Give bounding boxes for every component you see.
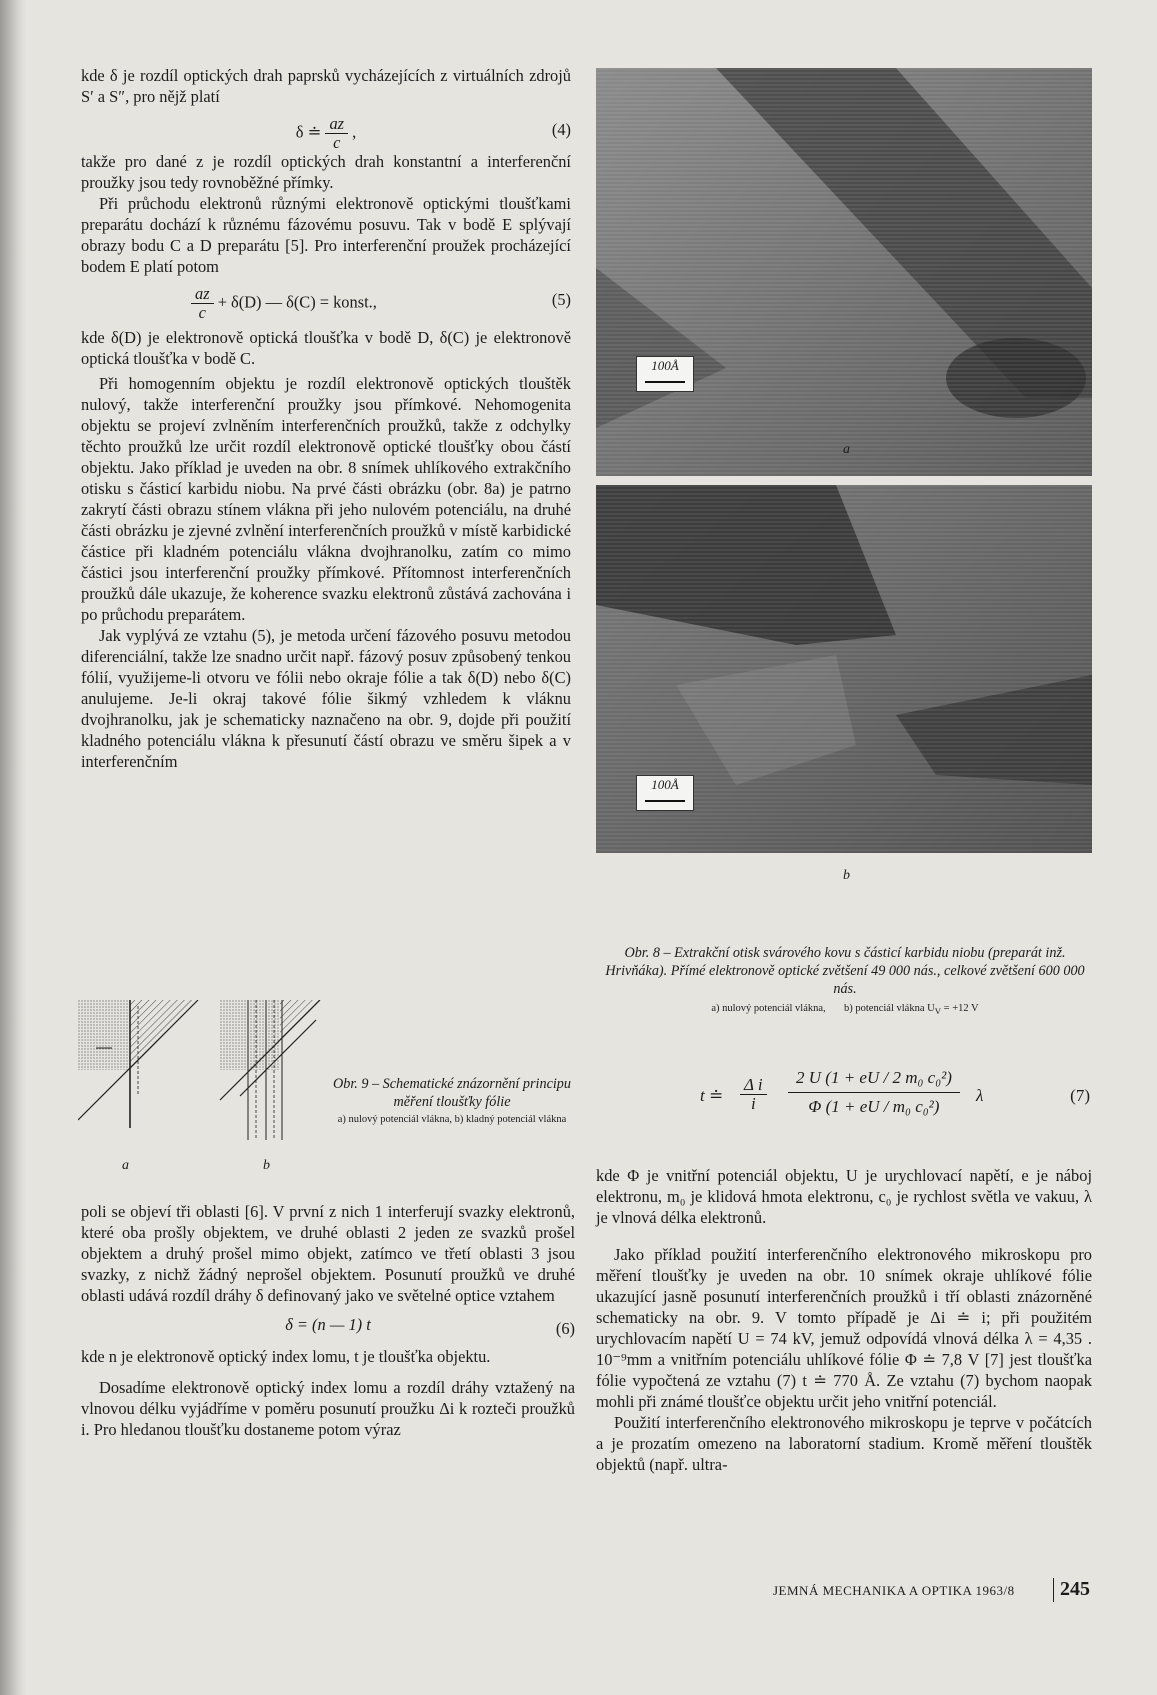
figure-8a-photo <box>596 68 1092 476</box>
journal-footer: JEMNÁ MECHANIKA A OPTIKA 1963/8 <box>773 1583 1015 1598</box>
panel-a <box>78 1000 198 1128</box>
figure-8b-photo <box>596 485 1092 853</box>
paragraph-r1: kde Φ je vnitřní potenciál objektu, U je urychlovací napětí, e je náboj elektronu, m₀ je klidová hmota elektronu, c₀ je rychlost světla ve vakuu, λ je vlnová délka elektronů. <box>596 1166 1092 1227</box>
figure-9-caption-title: Obr. 9 – Schematické znázornění principu měření tloušťky fólie <box>333 1076 571 1110</box>
figure-9-schematic <box>78 1000 328 1150</box>
paragraph-2: takže pro dané z je rozdíl optických drah konstantní a interferenční proužky jsou tedy rovnoběžné přímky. <box>81 152 571 192</box>
paragraph-3: Při průchodu elektronů různými elektronově optickými tloušťkami preparátu dochází k různému fázovému posuvu. Tak v bodě E splývají obrazy bodu C a D preparátu [5]. Pro interferenční proužek procházející bodem E platí potom <box>81 194 571 276</box>
paragraph-5: Při homogenním objektu je rozdíl elektronově optických tlouštěk nulový, takže interferenční proužky jsou přímkové. Nehomogenita objektu se projeví zvlněním interferenčních proužků, takže z odchylky těchto proužků lze určit rozdíl elektronově optické tloušťky obou částí objektu. Jako příklad je uveden na obr. 8 snímek uhlíkového extrakčního otisku s částicí karbidu niobu. Na prvé části obrázku (obr. 8a) je patrno zakrytí části obrazu stínem vlákna při jeho nulovém potenciálu, na druhé části obrázku je zjevné zvlnění interferenčních proužků v místě karbidické částice při kladném potenciálu vlákna dvojhranolku, zatím co mimo částici jsou interferenční proužky přímkové. Přítomnost interferenčních proužků dále ukazuje, že koherence svazku elektronů zůstává zachována i po průchodu preparátem. <box>81 374 571 624</box>
paragraph-r2: Jako příklad použití interferenčního elektronového mikroskopu pro měření tloušťky je uveden na obr. 10 snímek okraje uhlíkové fólie ukazující jasně posunutí interferenčních proužků i tří oblasti znázorněné schematicky na obr. 9. V tomto případě je Δi ≐ i; při použitém urychlovacím napětí U = 74 kV, jemuž odpovídá vlnová délka λ = 4,35 . 10⁻⁹mm a vnitřním potenciálu uhlíkové fólie Φ ≐ 7,8 V [7] jest tloušťka fólie vypočtená ze vztahu (7) t ≐ 770 Å. Ze vztahu (7) bychom naopak mohli při známé tloušťce objektu určit jeho vnitřní potenciál. <box>596 1245 1092 1411</box>
figure-9-label-b: b <box>263 1158 270 1173</box>
footer-separator <box>1053 1578 1054 1602</box>
panel-b <box>220 1000 320 1140</box>
scale-bar-b: 100Å <box>636 775 694 811</box>
figure-9-label-a: a <box>122 1158 129 1173</box>
left-column-bottom <box>81 1201 575 1440</box>
page-edge-shadow <box>0 0 26 1695</box>
scale-bar-a: 100Å <box>636 356 694 392</box>
equation-7: t ≐ $\frac{\text{Δ i}}{i}$ $\frac{\text{2 U (1 + eU / 2 m₀ c₀²)}}{\text{Φ (1 + eU / m₀ c₀²)}}$ λ (7) <box>700 1050 1090 1146</box>
page-number: 245 <box>1060 1578 1090 1600</box>
paragraph-4: kde δ(D) je elektronově optická tloušťka v bodě D, δ(C) je elektronově optická tloušťka v bodě C. <box>81 328 571 368</box>
paragraph-7: poli se objeví tři oblasti [6]. V první z nich 1 interferují svazky elektronů, které oba prošly objektem, ve druhé oblasti 2 jeden ze svazků prošel objektem a druhý prošel mimo objekt, zatímco ve třetí oblasti 3 jsou svazky, z nichž žádný neprošel objektem. Posunutí proužků ve druhé oblasti udává rozdíl dráhy δ definovaný jako ve světelné optice vztahem <box>81 1202 575 1305</box>
figure-8-label-a: a <box>843 442 850 457</box>
figure-9-diagram <box>78 1000 328 1150</box>
paragraph-1: kde δ je rozdíl optických drah paprsků vycházejících z virtuálních zdrojů S′ a S″, pro nějž platí <box>81 66 571 106</box>
equation-4-number: (4) <box>551 120 571 139</box>
figure-9-caption <box>330 1075 574 1129</box>
figure-8-label-b: b <box>843 868 850 883</box>
equation-7-number: (7) <box>1070 1086 1090 1105</box>
equation-6-number: (6) <box>555 1319 575 1338</box>
left-column-top <box>81 65 571 772</box>
figure-8-subcaption: a) nulový potenciál vlákna, b) potenciál vlákna $U_V = +12$ V <box>711 1003 979 1017</box>
right-column <box>596 1165 1092 1475</box>
paragraph-r3: Použití interferenčního elektronového mikroskopu je teprve v počátcích a je prozatím omezeno na laboratorní stadium. Kromě měření tlouštěk objektů (např. ultra- <box>596 1413 1092 1474</box>
equation-6: δ = (n — 1) t (6) <box>285 1315 575 1338</box>
paragraph-6: Jak vyplývá ze vztahu (5), je metoda určení fázového posuvu metodou diferenciální, takže lze snadno určit např. fázový posuv způsobený tenkou fólií, využijeme-li otvoru ve fólii nebo okraje fólie a tak δ(D) nebo δ(C) anulujeme. Je-li okraj takové fólie šikmý vzhledem k vláknu dvojhranolku, jak je schematicky naznačeno na obr. 9, dojde při použití kladného potenciálu vlákna k přesunutí částí obrazu ve směru šipek a v interferenčním <box>81 626 571 771</box>
paragraph-9: Dosadíme elektronově optický index lomu a rozdíl dráhy vztažený na vlnovou délku vyjádříme v poměru posunutí proužku Δi k rozteči proužků i. Pro hledanou tloušťku dostaneme potom výraz <box>81 1378 575 1439</box>
equation-4: δ ≐ $\frac{az}{c}$ , (4) <box>295 114 571 152</box>
paragraph-8: kde n je elektronově optický index lomu, t je tloušťka objektu. <box>81 1347 491 1366</box>
figure-9-caption-sub: a) nulový potenciál vlákna, b) kladný potenciál vlákna <box>337 1114 567 1125</box>
equation-5-number: (5) <box>551 290 571 309</box>
figure-8-caption: Obr. 8 – Extrakční otisk svárového kovu s částicí karbidu niobu (preparát inž. Hrivňáka). Přímé elektronově optické zvětšení 49 000 nás., celkové zvětšení 600 000 nás. a) nulový potenciál vlákna, b) potenciál vlákna $U_V = +12$ V <box>598 944 1092 1020</box>
equation-5: $\frac{az}{c}$ + δ(D) — δ(C) = konst., (5) <box>81 277 571 321</box>
